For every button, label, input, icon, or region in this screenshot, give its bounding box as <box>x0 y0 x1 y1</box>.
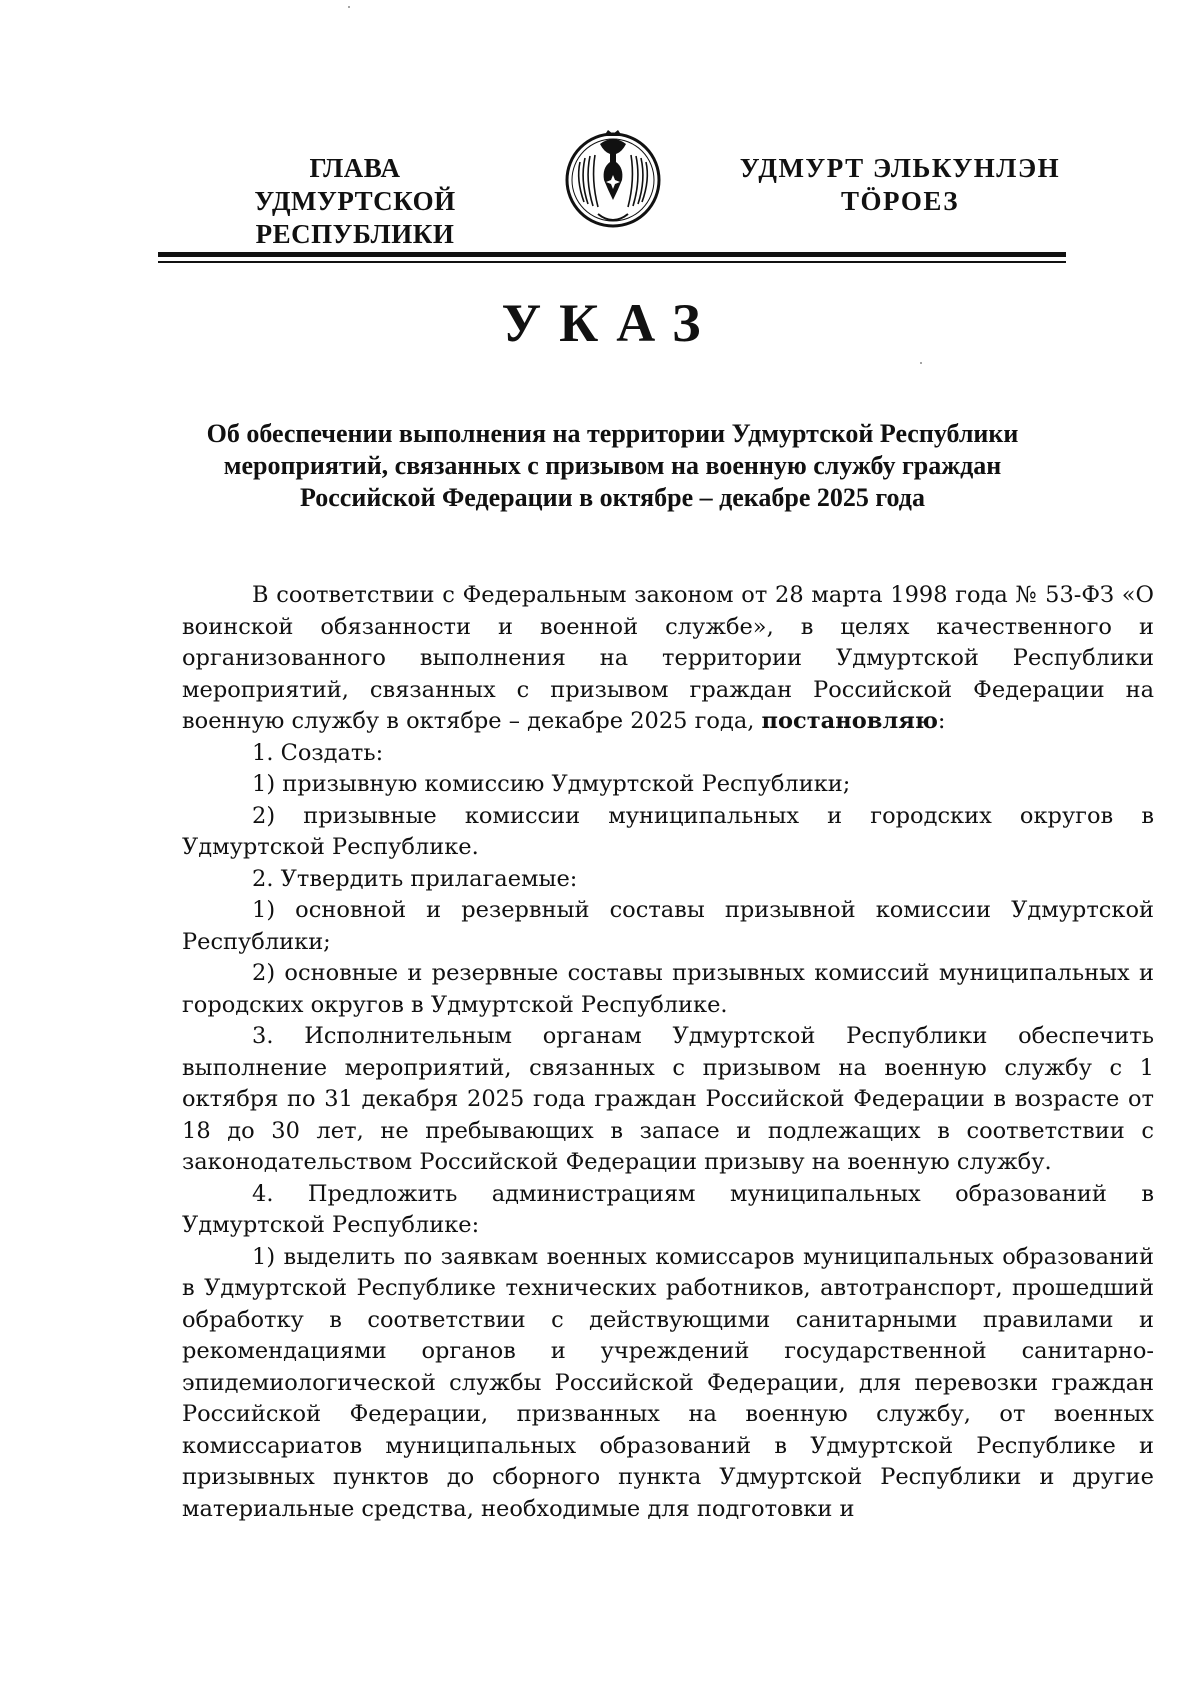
body-paragraph: 2) основные и резервные составы призывных комиссий муниципальных и городских округов в Удмуртской Республике. <box>182 960 1154 1018</box>
decree-verb: постановляю <box>761 708 938 734</box>
body-paragraph: 4. Предложить администрациям муниципальных образований в Удмуртской Республике: <box>182 1180 1154 1238</box>
title-line-1: Об обеспечении выполнения на территории Удмуртской Республики <box>206 419 1019 448</box>
body-paragraph: 1) основной и резервный составы призывной комиссии Удмуртской Республики; <box>182 897 1154 955</box>
header-right-line-2: ТӦРОЕЗ <box>841 186 959 216</box>
preamble-text: В соответствии с Федеральным законом от 28 марта 1998 года № 53-ФЗ «О воинской обязанности и военной службе», в целях качественного и организованного выполнения на территории Удмуртской Республики мероприятий, связанных с призывом граждан Российской Федерации на военную службу в октябре – декабре 2025 года, <box>182 582 1154 734</box>
title-line-2: мероприятий, связанных с призывом на военную службу граждан <box>223 451 1002 480</box>
body-paragraph: 1) выделить по заявкам военных комиссаров муниципальных образований в Удмуртской Республике технических работников, автотранспорт, прошедший обработку в соответствии с действующими санитарными правилами и рекомендациями органов и учреждений государственной санитарно-эпидемиологической службы Российской Федерации, для перевозки граждан Российской Федерации, призванных на военную службу, от военных комиссариатов муниципальных образований в Удмуртской Республике и призывных пунктов до сборного пункта Удмуртской Республики и другие материальные средства, необходимые для подготовки и <box>182 1243 1154 1522</box>
document-body <box>182 580 1154 1525</box>
body-paragraph: 2) призывные комиссии муниципальных и городских округов в Удмуртской Республике. <box>182 802 1154 860</box>
divider-thin-line <box>158 261 1066 263</box>
body-paragraph: 2. Утвердить прилагаемые: <box>252 865 578 892</box>
body-paragraph: 1) призывную комиссию Удмуртской Республики; <box>252 771 851 797</box>
preamble-end: : <box>937 708 946 734</box>
document-header <box>160 150 1060 260</box>
header-divider <box>158 252 1066 263</box>
header-left-line-2: УДМУРТСКОЙ РЕСПУБЛИКИ <box>254 186 456 249</box>
udmurt-coat-of-arms-icon <box>558 122 668 234</box>
header-left-line-1: ГЛАВА <box>309 153 401 183</box>
body-paragraph: 1. Создать: <box>252 739 384 766</box>
body-paragraph: 3. Исполнительным органам Удмуртской Республики обеспечить выполнение мероприятий, связанных с призывом на военную службу с 1 октября по 31 декабря 2025 года граждан Российской Федерации в возрасте от 18 до 30 лет, не пребывающих в запасе и подлежащих в соответствии с законодательством Российской Федерации призыву на военную службу. <box>182 1023 1154 1175</box>
header-right-line-1: УДМУРТ ЭЛЬКУНЛЭН <box>739 153 1061 183</box>
body-paragraph <box>182 580 1154 738</box>
document-type-heading: УКАЗ <box>501 293 719 353</box>
title-line-3: Российской Федерации в октябре – декабре 2025 года <box>300 483 925 512</box>
header-left-title <box>160 152 550 251</box>
header-right-title <box>720 152 1080 218</box>
document-title <box>160 418 1065 514</box>
